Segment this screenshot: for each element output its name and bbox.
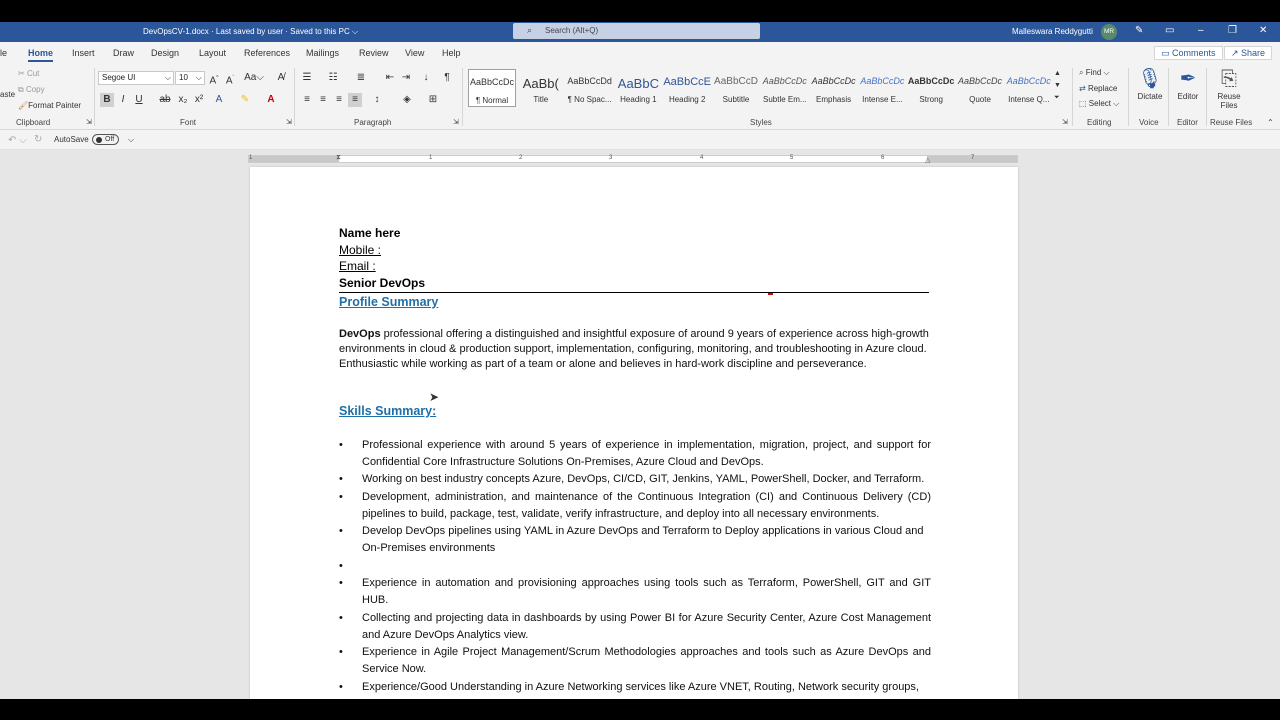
list-item-text: Experience in Agile Project Management/Scrum Methodologies approaches and tools such as Azure DevOps and Service Now. (362, 646, 931, 675)
style-sample: AaBbCcDc (811, 76, 856, 86)
list-item-text: Development, administration, and maintenance of the Continuous Integration (CI) and Continuous Delivery (CD) pipelines to build, package, test, validate, verify infrastructure, and deploy into all necessary environments. (362, 491, 931, 520)
style-name: ¶ No Spac... (567, 95, 612, 104)
style-sample: AaBbCcDd (567, 76, 612, 86)
font-size-combo[interactable] (175, 71, 205, 85)
email-line: Email : (339, 259, 376, 273)
change-case-icon[interactable]: Aa⌵ (244, 72, 264, 83)
italic-icon[interactable]: I (121, 94, 125, 105)
separator (294, 68, 295, 126)
style-normal[interactable] (468, 69, 516, 107)
style-name: Intense E... (862, 95, 903, 104)
reuse-files-label: Reuse Files (1217, 92, 1241, 110)
style-quote[interactable] (956, 69, 1004, 107)
text-effects-icon[interactable]: A (215, 94, 223, 105)
align-center-icon[interactable]: ≡ (320, 94, 326, 105)
list-item-text: Professional experience with around 5 years of experience in implementation, migration, project, and support for Confidential Core Infrastructure Solutions On-Premises, Azure Cloud and DevOps. (362, 439, 931, 468)
ruler-number: 1 (429, 155, 433, 161)
cut-label: Cut (26, 69, 40, 78)
avatar[interactable]: MR (1101, 24, 1117, 40)
style-sample: AaBbC (617, 76, 659, 91)
indent-marker-icon[interactable]: ⧗ (336, 154, 341, 161)
tab-references[interactable]: References (244, 48, 291, 58)
ribbon-tabs (0, 42, 1280, 64)
tab-design[interactable]: Design (151, 48, 180, 58)
style-name: Subtitle (722, 95, 750, 104)
tab-insert[interactable]: Insert (72, 48, 95, 58)
separator (1128, 68, 1129, 126)
grow-font-icon[interactable]: A^ (209, 75, 219, 87)
copy-icon: ⧉ (18, 85, 26, 94)
style-title[interactable] (517, 69, 565, 107)
tab-home[interactable]: Home (28, 48, 54, 58)
styles-scroll-up-icon[interactable]: ▲ (1054, 70, 1061, 77)
tab-view[interactable]: View (405, 48, 425, 58)
comments-button[interactable] (1154, 46, 1223, 60)
increase-indent-icon[interactable]: ⇥ (401, 72, 411, 83)
microphone-icon: 🎙 (1137, 68, 1163, 90)
search-icon: ⌕ (527, 25, 533, 35)
style-sample: AaBbCcDc (907, 76, 955, 86)
search-box[interactable] (513, 23, 760, 39)
font-family-combo[interactable] (98, 71, 174, 85)
autosave-label: AutoSave (54, 135, 89, 144)
restore-icon[interactable]: ❐ (1228, 25, 1237, 36)
profile-bold-word: DevOps (339, 328, 381, 340)
candidate-name: Name here (339, 226, 401, 240)
separator (94, 68, 95, 126)
format-painter-button[interactable] (18, 101, 81, 110)
style-strong[interactable] (907, 69, 955, 107)
quick-access-toolbar (0, 130, 1280, 150)
title-bar (0, 22, 1280, 42)
style-subtitle[interactable] (712, 69, 760, 107)
shrink-font-icon[interactable]: $A^ˇ$ (225, 75, 235, 87)
justify-icon[interactable]: ≡ (348, 93, 362, 107)
user-name[interactable]: Malleswara Reddygutti (1012, 27, 1093, 36)
style-intense-e[interactable] (858, 69, 906, 107)
paintbrush-icon: 🖌 (18, 101, 29, 110)
style-sample: AaBbCcDc (469, 77, 514, 87)
tab-file[interactable]: le (0, 48, 8, 58)
copy-button[interactable] (18, 85, 45, 95)
format-painter-label: Format Painter (28, 101, 82, 110)
voice-group-label: Voice (1139, 118, 1159, 127)
reuse-files-group-label: Reuse Files (1210, 118, 1253, 127)
pen-icon[interactable]: ✎ (1135, 25, 1144, 36)
style-sample: AaBbCcDc (762, 76, 807, 86)
reuse-files-icon: ⎘ (1221, 68, 1237, 90)
scissors-icon: ✂ (18, 69, 27, 78)
styles-launcher-icon[interactable]: ⇲ (1062, 119, 1068, 126)
font-family-value: Segoe UI (102, 73, 136, 82)
editor-button[interactable] (1168, 66, 1208, 101)
copy-label: Copy (25, 85, 45, 94)
style-name: Quote (969, 95, 991, 104)
collapse-ribbon-icon[interactable]: ⌃ (1267, 118, 1274, 127)
styles-more-icon[interactable]: ⏷ (1054, 94, 1060, 101)
numbering-icon[interactable]: ☷ (328, 72, 338, 83)
search-icon: ⌕ (1079, 68, 1086, 77)
ruler-number: 6 (881, 155, 885, 161)
horizontal-ruler[interactable] (248, 155, 1018, 163)
tab-draw[interactable]: Draw (113, 48, 135, 58)
separator (1206, 68, 1207, 126)
paste-button[interactable]: aste (0, 90, 16, 99)
right-indent-marker-icon[interactable]: △ (925, 157, 931, 164)
style-name: Heading 2 (668, 95, 706, 104)
style-name: Heading 1 (620, 95, 657, 104)
style-heading-2[interactable] (663, 69, 711, 107)
align-left-icon[interactable]: ≡ (304, 94, 310, 105)
profile-summary-heading: Profile Summary (339, 295, 439, 309)
comment-icon: ▭ (1161, 48, 1173, 58)
list-item-text: Develop DevOps pipelines using YAML in Azure DevOps and Terraform to Deploy applications in various Cloud and On-Premises environments (362, 525, 924, 554)
replace-button[interactable] (1079, 84, 1117, 93)
list-item-text: Experience/Good Understanding in Azure Networking services like Azure VNET, Routing, Network security groups, (362, 681, 919, 693)
editor-label: Editor (1177, 92, 1199, 101)
ruler-number: 2 (519, 155, 523, 161)
chevron-down-icon: ⌵ (164, 73, 171, 82)
underline-icon[interactable]: U (135, 94, 143, 105)
highlight-icon[interactable]: ✎ (240, 94, 250, 105)
styles-scroll-down-icon[interactable]: ▼ (1054, 82, 1061, 89)
style-no-spac[interactable] (566, 69, 614, 107)
separator (462, 68, 463, 126)
comments-label: Comments (1172, 48, 1216, 58)
search-placeholder: Search (Alt+Q) (545, 26, 599, 35)
document-title[interactable]: DevOpsCV-1.docx · Last saved by user · Saved to this PC ⌵ (143, 27, 359, 36)
close-icon[interactable]: ✕ (1259, 25, 1268, 36)
tab-mailings[interactable]: Mailings (306, 48, 340, 58)
reuse-files-button[interactable] (1209, 66, 1249, 110)
paragraph-group-label: Paragraph (354, 118, 392, 127)
ruler-number: 7 (971, 155, 975, 161)
style-sample: AaBbCcDc (957, 76, 1002, 86)
select-button[interactable]: ⬚ Select ⌵ (1079, 99, 1120, 108)
ruler-number: 3 (609, 155, 613, 161)
multilevel-list-icon[interactable]: ≣ (356, 72, 366, 83)
toggle-knob (96, 137, 102, 143)
style-name: ¶ Normal (475, 96, 509, 105)
bottom-bar (0, 699, 1280, 720)
document-workspace[interactable] (0, 150, 1280, 699)
tab-help[interactable]: Help (442, 48, 461, 58)
style-emphasis[interactable] (810, 69, 858, 107)
autosave-toggle[interactable] (92, 134, 119, 145)
bold-icon[interactable]: B (100, 93, 114, 107)
revision-mark (768, 293, 773, 295)
ruler-margin-left (249, 156, 339, 162)
find-button[interactable]: ⌕ Find ⌵ (1079, 68, 1110, 77)
share-button[interactable] (1224, 46, 1272, 60)
replace-icon: ⇄ (1079, 84, 1088, 93)
style-name: Intense Q... (1008, 95, 1050, 104)
font-group-label: Font (180, 118, 197, 127)
list-item-text: Experience in automation and provisioning approaches using tools such as Terraform, PowerShell, GIT and GIT HUB. (362, 577, 931, 606)
autosave-toggle-label: Off (105, 136, 115, 143)
style-heading-1[interactable] (614, 69, 662, 107)
align-right-icon[interactable]: ≡ (336, 94, 342, 105)
list-item-text: Collecting and projecting data in dashboards by using Power BI for Azure Security Center, Azure Cost Management and Azure DevOps Analytics view. (362, 612, 931, 641)
styles-group-label: Styles (750, 118, 772, 127)
profile-paragraph (339, 327, 931, 372)
font-launcher-icon[interactable]: ⇲ (286, 119, 292, 126)
ruler-number: 4 (700, 155, 704, 161)
shading-icon[interactable]: ◈ (403, 94, 411, 105)
style-subtle-em[interactable] (761, 69, 809, 107)
ribbon-display-icon[interactable]: ▭ (1165, 25, 1175, 36)
editor-group-label: Editor (1177, 118, 1198, 127)
borders-icon[interactable]: ⊞ (428, 94, 438, 105)
skills-summary-heading: Skills Summary: (339, 404, 437, 418)
customize-qat-icon[interactable]: ⌵ (128, 135, 135, 144)
paragraph-launcher-icon[interactable]: ⇲ (453, 119, 459, 126)
show-formatting-icon[interactable]: ¶ (444, 72, 450, 83)
style-sample: AaBbCcDc (1006, 76, 1051, 86)
find-label: Find (1085, 68, 1102, 77)
style-name: Title (533, 95, 549, 104)
share-label: Share (1241, 48, 1266, 58)
minimize-icon[interactable]: – (1198, 25, 1204, 36)
sort-icon[interactable]: ↓ (423, 72, 429, 83)
role-title: Senior DevOps (339, 276, 426, 290)
style-sample: AaBbCcDc (860, 76, 905, 86)
ribbon-home (0, 64, 1280, 130)
tab-review[interactable]: Review (359, 48, 389, 58)
cut-button[interactable] (18, 69, 39, 78)
superscript-icon[interactable]: x² (194, 94, 204, 105)
document-page[interactable]: Name here Mobile : Email : Senior DevOps Profile Summary DevOps professional offering a distinguished and insightful exposure of around 9 years of experience across high-growth environments in cloud & production support, implementation, configuring, monitoring, and troubleshooting in Azure cloud. Enthusiastic while working as part of a team or alone and believes in hard-work discipline and perseverance. Skills Summary: • Professional experience with around 5 years of experience in implementation, migration, project, and support for Confidential Core Infrastructure Solutions On-Premises, Azure Cloud and DevOps. • Working on best industry concepts Azure, DevOps, CI/CD, GIT, Jenkins, YAML, PowerShell, Docker, and Terraform. • Development, administration, and maintenance of the Continuous Integration (CI) and Continuous Delivery (CD) pipelines to build, package, test, validate, verify infrastructure, and deploy into all necessary environments. • Develop DevOps pipelines using YAML in Azure DevOps and Terraform to Deploy applications in various Cloud and On-Premises environments • • Experience in automation and provisioning approaches using tools such as Terraform, PowerShell, GIT and GIT HUB. • Collecting and projecting data in dashboards by using Power BI for Azure Security Center, Azure Cost Management and Azure DevOps Analytics view. • Experience in Agile Project Management/Scrum Methodologies approaches and tools such as Azure DevOps and Service Now. • Experience/Good Understanding in Azure Networking services like Azure VNET, Routing, Network security groups, (250, 167, 1018, 699)
select-label: Select (1088, 99, 1112, 108)
subscript-icon[interactable]: x₂ (178, 94, 188, 105)
mouse-pointer-icon: ➤ (429, 390, 440, 404)
editing-group-label: Editing (1087, 118, 1112, 127)
dictate-label: Dictate (1137, 92, 1163, 101)
style-sample: AaBbCcD (714, 76, 758, 87)
style-sample: AaBbCcE (663, 76, 712, 88)
style-intense-q[interactable] (1005, 69, 1053, 107)
decrease-indent-icon[interactable]: ⇤ (385, 72, 395, 83)
clipboard-group-label: Clipboard (16, 118, 51, 127)
separator (1072, 68, 1073, 126)
font-color-icon[interactable]: A (267, 94, 275, 105)
share-icon: ↗ (1231, 48, 1242, 58)
style-sample: AaBb( (522, 76, 559, 91)
chevron-down-icon: ⌵ (195, 73, 202, 82)
strikethrough-icon[interactable]: ab (159, 94, 171, 105)
redo-icon[interactable]: ↻ (34, 134, 43, 145)
style-name: Emphasis (816, 95, 852, 104)
style-name: Strong (919, 95, 943, 104)
editor-pen-icon: ✒ (1179, 68, 1197, 90)
ruler-number: 5 (790, 155, 794, 161)
bullets-icon[interactable]: ☰ (302, 72, 312, 83)
clipboard-launcher-icon[interactable]: ⇲ (86, 119, 92, 126)
list-item-text: Working on best industry concepts Azure, DevOps, CI/CD, GIT, Jenkins, YAML, PowerShell, Docker, and Terraform. (362, 473, 925, 485)
line-spacing-icon[interactable]: ↕ (374, 94, 380, 105)
mobile-line: Mobile : (339, 243, 382, 257)
font-size-value: 10 (179, 73, 188, 82)
replace-label: Replace (1087, 84, 1118, 93)
tab-layout[interactable]: Layout (199, 48, 227, 58)
horizontal-rule (339, 292, 929, 293)
clear-formatting-icon[interactable]: A̸ (277, 72, 285, 83)
profile-text: professional offering a distinguished and insightful exposure of around 9 years of experience across high-growth environments in cloud & production support, implementation, configuring, monitoring, and troubleshooting in Azure cloud. Enthusiastic while working as part of a team or alone and believes in hard-work discipline and perseverance. (339, 328, 929, 370)
style-name: Subtle Em... (763, 95, 807, 104)
undo-icon[interactable]: ↶ ⌵ (8, 135, 27, 146)
ruler-number: 1 (249, 155, 253, 161)
dictate-button[interactable] (1130, 66, 1170, 101)
select-icon: ⬚ (1079, 99, 1089, 108)
